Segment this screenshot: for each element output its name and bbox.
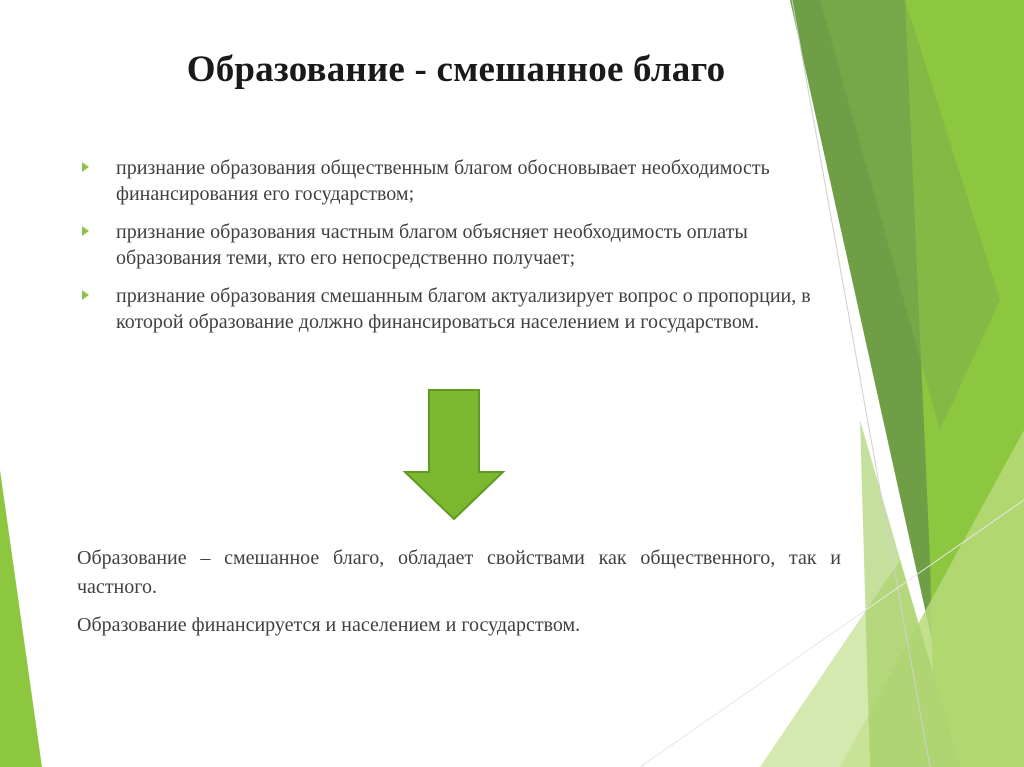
bullet-item: [82, 219, 827, 271]
conclusion-line-2: Образование финансируется и населением и государством.: [77, 614, 581, 636]
bullet-text: признание образования общественным благом обосновывает необходимость финансирования его государством;: [116, 157, 770, 205]
bullet-arrow-icon: [82, 290, 89, 300]
down-arrow-icon: [402, 388, 506, 522]
bullet-text: признание образования частным благом объясняет необходимость оплаты образования теми, кто его непосредственно получает;: [116, 221, 748, 269]
decor-shape-left-strip: [0, 470, 42, 767]
bullet-list: [82, 155, 827, 347]
bullet-arrow-icon: [82, 226, 89, 236]
bullet-text: признание образования смешанным благом актуализирует вопрос о пропорции, в которой образование должно финансироваться населением и государством.: [116, 285, 811, 333]
bullet-item: [82, 155, 827, 207]
slide-title: Образование - смешанное благо: [186, 49, 726, 90]
conclusion-block: [77, 544, 841, 649]
bullet-item: [82, 283, 827, 335]
conclusion-line-1: Образование – смешанное благо, обладает свойствами как общественного, так и частного.: [77, 547, 841, 598]
bullet-arrow-icon: [82, 162, 89, 172]
